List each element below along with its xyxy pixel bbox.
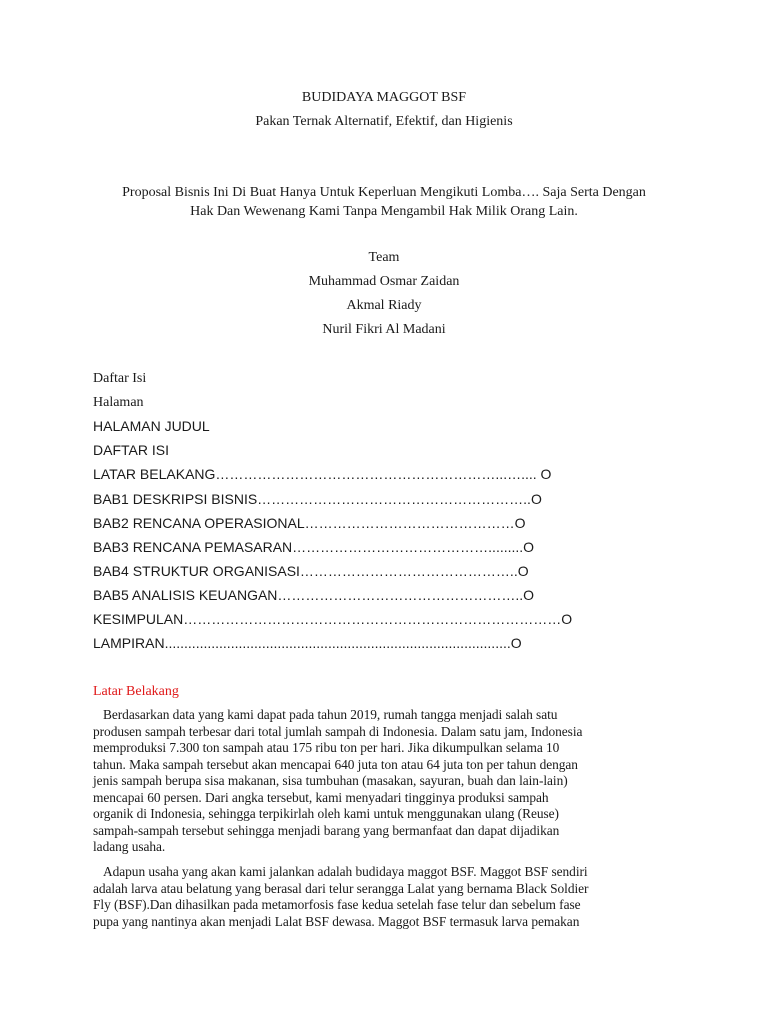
paragraph-line: ladang usaha. (93, 839, 166, 854)
team-member: Muhammad Osmar Zaidan (308, 274, 460, 289)
toc-entry: BAB5 ANALISIS KEUANGAN……………………………………………..O (93, 587, 535, 603)
doc-title: BUDIDAYA MAGGOT BSF (301, 90, 467, 105)
toc-entry: BAB3 RENCANA PEMASARAN…………………………………….........O (93, 539, 535, 555)
paragraph-line: Fly (BSF).Dan dihasilkan pada metamorfosis fase kedua setelah fase telur dan sebelum fase (93, 897, 581, 912)
paragraph-line: Adapun usaha yang akan kami jalankan adalah budidaya maggot BSF. Maggot BSF sendiri (103, 864, 588, 879)
toc-entry: BAB2 RENCANA OPERASIONAL………………………………………O (93, 515, 526, 531)
section-heading: Latar Belakang (93, 684, 179, 699)
team-label: Team (368, 250, 400, 265)
paragraph-line: jenis sampah berupa sisa makanan, sisa tumbuhan (masakan, sayuran, buah dan lain-lain) (93, 773, 568, 788)
proposal-line-1: Proposal Bisnis Ini Di Buat Hanya Untuk Keperluan Mengikuti Lomba…. Saja Serta Dengan (122, 185, 646, 200)
paragraph-line: organik di Indonesia, sehingga terpikirlah oleh kami untuk menggunakan ulang (Reuse) (93, 806, 559, 821)
paragraph-1 (93, 707, 683, 856)
paragraph-line: sampah-sampah tersebut sehingga menjadi barang yang bermanfaat dan dapat dijadikan (93, 822, 560, 838)
toc-entry: KESIMPULAN………………………………………………………………………O (93, 611, 573, 627)
toc-entry: HALAMAN JUDUL (93, 418, 210, 434)
paragraph-2 (93, 864, 683, 930)
toc-entry: DAFTAR ISI (93, 442, 169, 458)
toc-entry: BAB4 STRUKTUR ORGANISASI………………………………………..O (93, 563, 529, 579)
paragraph-line: pupa yang nantinya akan menjadi Lalat BSF dewasa. Maggot BSF termasuk larva pemakan (93, 913, 580, 929)
toc-entry: BAB1 DESKRIPSI BISNIS…………………………………………………..O (93, 491, 542, 507)
toc-entry: LAMPIRAN.........................................................................................O (93, 635, 522, 651)
proposal-line-2: Hak Dan Wewenang Kami Tanpa Mengambil Hak Milik Orang Lain. (190, 204, 578, 219)
paragraph-line: produsen sampah terbesar dari total jumlah sampah di Indonesia. Dalam satu jam, Indonesia (93, 723, 583, 739)
paragraph-line: mencapai 60 persen. Dari angka tersebut, kami menyadari tingginya produksi sampah (93, 789, 549, 805)
doc-subtitle: Pakan Ternak Alternatif, Efektif, dan Higienis (255, 114, 513, 129)
paragraph-line: adalah larva atau belatung yang berasal dari telur serangga Lalat yang bernama Black Soldier (93, 880, 589, 896)
team-member: Akmal Riady (346, 298, 422, 313)
toc-page-label: Halaman (93, 395, 144, 410)
paragraph-line: Berdasarkan data yang kami dapat pada tahun 2019, rumah tangga menjadi salah satu (103, 707, 558, 722)
toc-heading: Daftar Isi (93, 371, 147, 386)
paragraph-line: tahun. Maka sampah tersebut akan mencapai 640 juta ton atau 64 juta ton per tahun dengan (93, 756, 578, 772)
team-member: Nuril Fikri Al Madani (322, 322, 446, 337)
toc-entry: LATAR BELAKANG……………………………………………………...….... O (93, 466, 552, 482)
paragraph-line: memproduksi 7.300 ton sampah atau 175 ribu ton per hari. Jika dikumpulkan selama 10 (93, 740, 560, 755)
